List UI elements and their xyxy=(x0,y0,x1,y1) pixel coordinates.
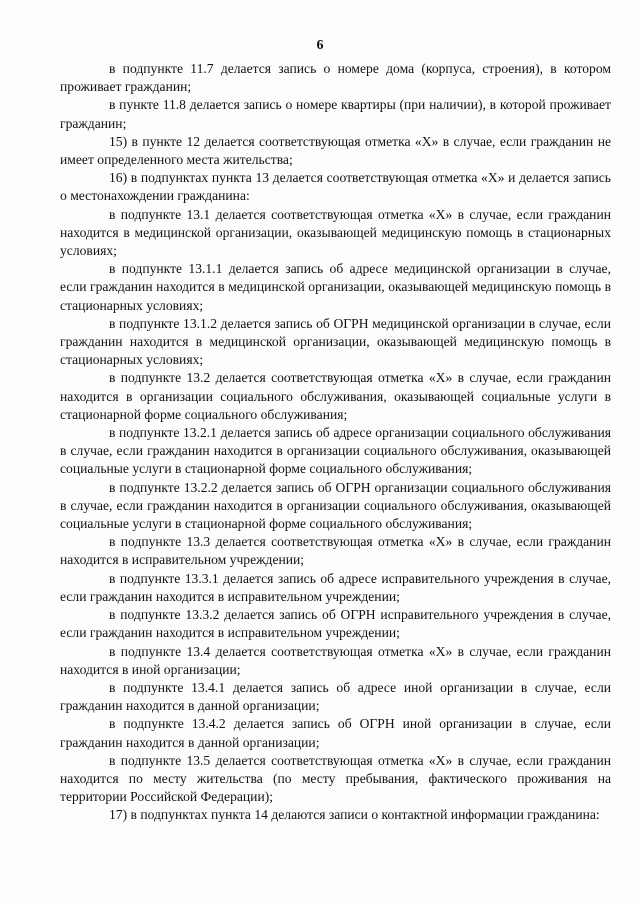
paragraph: в пункте 11.8 делается запись о номере квартиры (при наличии), в которой проживает гражданин; xyxy=(60,97,611,131)
paragraph: 16) в подпунктах пункта 13 делается соответствующая отметка «Х» и делается запись о местонахождении гражданина: xyxy=(60,170,611,204)
paragraph: в подпункте 13.3.2 делается запись об ОГРН исправительного учреждения в случае, если гражданин находится в исправительном учреждении; xyxy=(60,607,611,641)
paragraph: в подпункте 13.2 делается соответствующая отметка «Х» в случае, если гражданин находится в организации социального обслуживания, оказывающей социальные услуги в стационарной форме социального обслуживания; xyxy=(60,370,611,422)
page-number: 6 xyxy=(316,38,324,53)
paragraph: 17) в подпунктах пункта 14 делаются записи о контактной информации гражданина: xyxy=(109,807,600,823)
document-body xyxy=(60,60,611,825)
paragraph: в подпункте 13.5 делается соответствующая отметка «Х» в случае, если гражданин находится по месту жительства (по месту пребывания, фактического проживания на территории Российской Федерации); xyxy=(60,752,611,805)
paragraph: в подпункте 11.7 делается запись о номере дома (корпуса, строения), в котором проживает гражданин; xyxy=(60,61,611,95)
paragraph: в подпункте 13.4.2 делается запись об ОГРН иной организации в случае, если гражданин находится в данной организации; xyxy=(60,716,611,750)
paragraph: в подпункте 13.1.1 делается запись об адресе медицинской организации в случае, если гражданин находится в медицинской организации, оказывающей медицинскую помощь в стационарных условиях; xyxy=(60,261,611,313)
paragraph: в подпункте 13.4.1 делается запись об адресе иной организации в случае, если гражданин находится в данной организации; xyxy=(60,679,611,714)
paragraph: в подпункте 13.3 делается соответствующая отметка «Х» в случае, если гражданин находится в исправительном учреждении; xyxy=(60,534,611,568)
paragraph: 15) в пункте 12 делается соответствующая отметка «Х» в случае, если гражданин не имеет определенного места жительства; xyxy=(60,133,611,168)
paragraph: в подпункте 13.4 делается соответствующая отметка «Х» в случае, если гражданин находится в иной организации; xyxy=(60,643,611,677)
paragraph: в подпункте 13.2.2 делается запись об ОГРН организации социального обслуживания в случае, если гражданин находится в организации социального обслуживания, оказывающей социальные услуги в стационарной форме социального обслуживания; xyxy=(60,479,611,532)
paragraph: в подпункте 13.2.1 делается запись об адресе организации социального обслуживания в случае, если гражданин находится в организации социального обслуживания, оказывающей социальные услуги в стационарной форме социального обслуживания; xyxy=(60,425,611,477)
paragraph: в подпункте 13.3.1 делается запись об адресе исправительного учреждения в случае, если гражданин находится в исправительном учреждении; xyxy=(60,570,611,604)
paragraph: в подпункте 13.1.2 делается запись об ОГРН медицинской организации в случае, если гражданин находится в медицинской организации, оказывающей медицинскую помощь в стационарных условиях; xyxy=(60,315,611,368)
paragraph: в подпункте 13.1 делается соответствующая отметка «Х» в случае, если гражданин находится в медицинской организации, оказывающей медицинскую помощь в стационарных условиях; xyxy=(60,206,611,259)
